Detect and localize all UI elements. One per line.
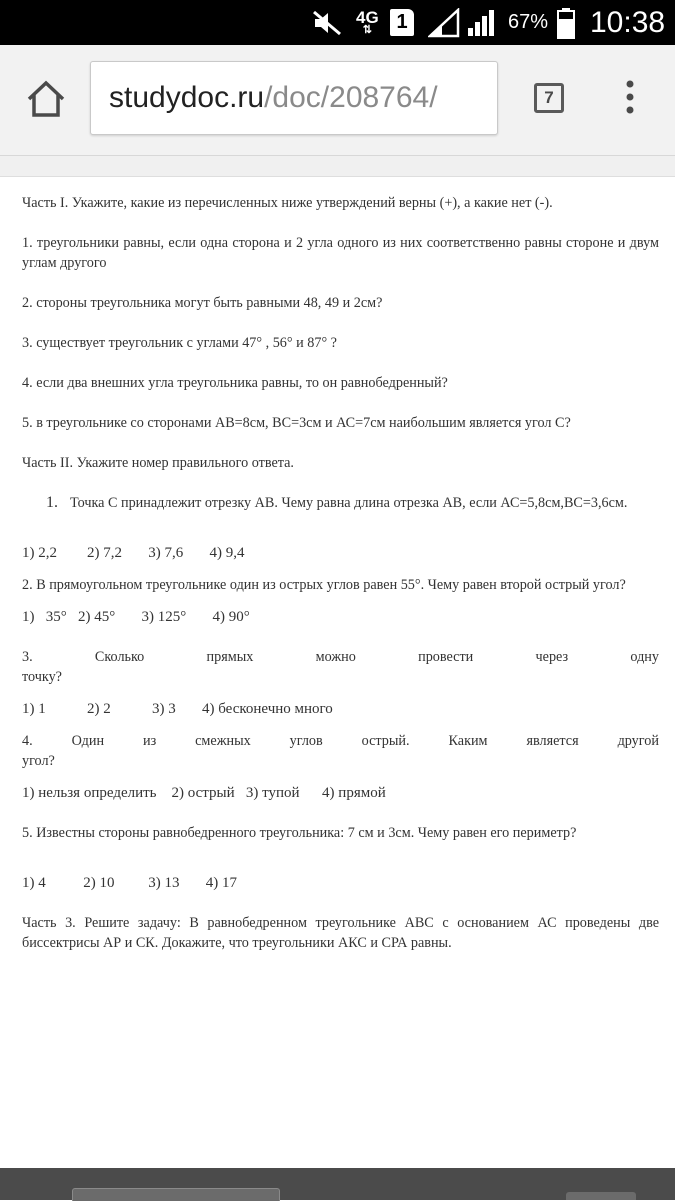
clock: 10:38 [590,5,666,39]
q4-word: другой [617,733,659,749]
question-3-first-line [22,647,659,667]
question-2-answers: 1) 35° 2) 45° 3) 125° 4) 90° [22,609,250,625]
q3-word: провести [418,649,474,665]
more-vert-icon [618,77,642,117]
q4-word: из [142,733,157,749]
url-path: /doc/208764/ [264,81,438,114]
part1-header: Часть I. Укажите, какие из перечисленных ниже утверждений верны (+), а какие нет (-). [22,195,553,211]
status-bar [0,0,675,45]
q3-word: Сколько [94,649,145,665]
sim-slot-label: 1 [390,9,414,36]
part3-text: Часть 3. Решите задачу: В равнобедренном треугольнике АВС с основанием АС проведены две биссектрисы АР и СК. Докажите, что треугольники АКС и СРА равны. [22,915,659,951]
document-top-edge [0,156,675,177]
question-1-number: 1. [46,494,58,511]
part2-header: Часть II. Укажите номер правильного ответа. [22,455,294,471]
q4-word: смежных [195,733,251,749]
q4-word: Каким [448,733,488,749]
question-1 [22,493,659,513]
part1-item-2: 2. стороны треугольника могут быть равными 48, 49 и 2см? [22,295,383,311]
overflow-menu-button[interactable] [618,77,642,117]
url-bar[interactable] [90,61,498,135]
q4-word: является [526,733,579,749]
q4-word: углов [289,733,323,749]
tab-switcher-button[interactable] [534,83,564,113]
question-5-text: 5. Известны стороны равнобедренного треугольника: 7 см и 3см. Чему равен его периметр? [22,825,577,841]
network-type-icon [356,0,379,45]
home-button[interactable] [22,75,70,123]
battery-icon [556,0,576,45]
part1-item-3: 3. существует треугольник с углами 47° , 56° и 87° ? [22,335,337,351]
browser-toolbar [0,45,675,156]
part1-item-4: 4. если два внешних угла треугольника равны, то он равнобедренный? [22,375,448,391]
question-3-answers: 1) 1 2) 2 3) 3 4) бесконечно много [22,701,333,717]
network-type-label: 4G [356,7,379,27]
document-page [0,178,675,1168]
question-1-answers: 1) 2,2 2) 7,2 3) 7,6 4) 9,4 [22,545,245,561]
data-arrows-icon: ⇅ [362,23,372,36]
q3-word: прямых [206,649,254,665]
q3-word: одну [630,649,659,665]
part1-item-5: 5. в треугольнике со сторонами АВ=8см, ВС=3см и АС=7см наибольшим является угол С? [22,415,571,431]
signal-icon-sim2 [466,0,498,45]
question-4-first-line [22,731,659,751]
part1-item-1: 1. треугольники равны, если одна сторона и 2 угла одного из них соответственно равны стороне и двум углам другого [22,235,659,271]
q4-word: 4. [22,733,33,749]
q3-word: можно [315,649,356,665]
tab-count: 7 [544,88,554,107]
sim-icon [390,0,414,45]
mute-icon [312,0,342,45]
bottom-bar-handle[interactable] [566,1192,636,1200]
q3-word: 3. [22,649,33,665]
url-host: studydoc.ru [109,81,265,114]
question-5-answers: 1) 4 2) 10 3) 13 4) 17 [22,875,237,891]
question-2-text: 2. В прямоугольном треугольнике один из острых углов равен 55°. Чему равен второй острый угол? [22,577,626,593]
q4-word: Один [71,733,105,749]
question-4-answers: 1) нельзя определить 2) острый 3) тупой 4) прямой [22,785,386,801]
question-1-text: Точка С принадлежит отрезку АВ. Чему равна длина отрезка АВ, если АС=5,8см,ВС=3,6см. [70,495,628,511]
q4-word: острый. [361,733,410,749]
bottom-bar [0,1168,675,1200]
signal-icon-sim1 [428,0,460,45]
battery-percent: 67% [508,11,549,33]
question-4-tail: угол? [22,753,55,769]
bottom-bar-button[interactable] [72,1188,280,1201]
home-icon [22,75,70,123]
q3-word: через [535,649,569,665]
question-3-tail: точку? [22,669,62,685]
